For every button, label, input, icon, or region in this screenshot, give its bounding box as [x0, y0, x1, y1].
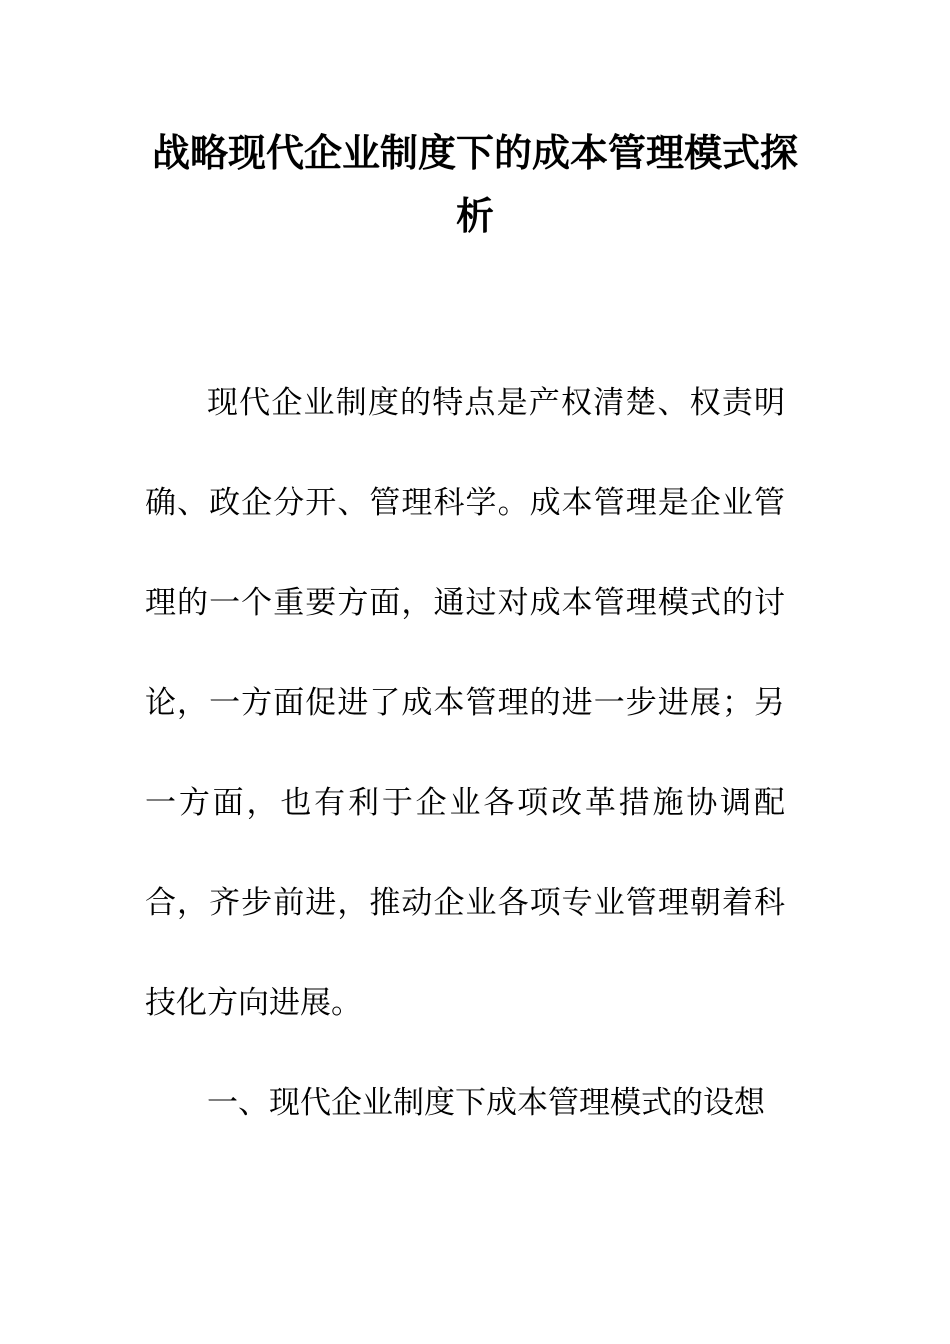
intro-paragraph: 现代企业制度的特点是产权清楚、权责明确、政企分开、管理科学。成本管理是企业管理的一个重要方面，通过对成本管理模式的讨论，一方面促进了成本管理的进一步进展；另一方面，也有利于企业各项改革措施协调配合，齐步前进，推动企业各项专业管理朝着科技化方向进展。: [145, 385, 785, 1021]
document-title: 战略现代企业制度下的成本管理模式探析: [151, 131, 798, 238]
section-heading-paragraph: 一、现代企业制度下成本管理模式的设想: [207, 1085, 765, 1121]
